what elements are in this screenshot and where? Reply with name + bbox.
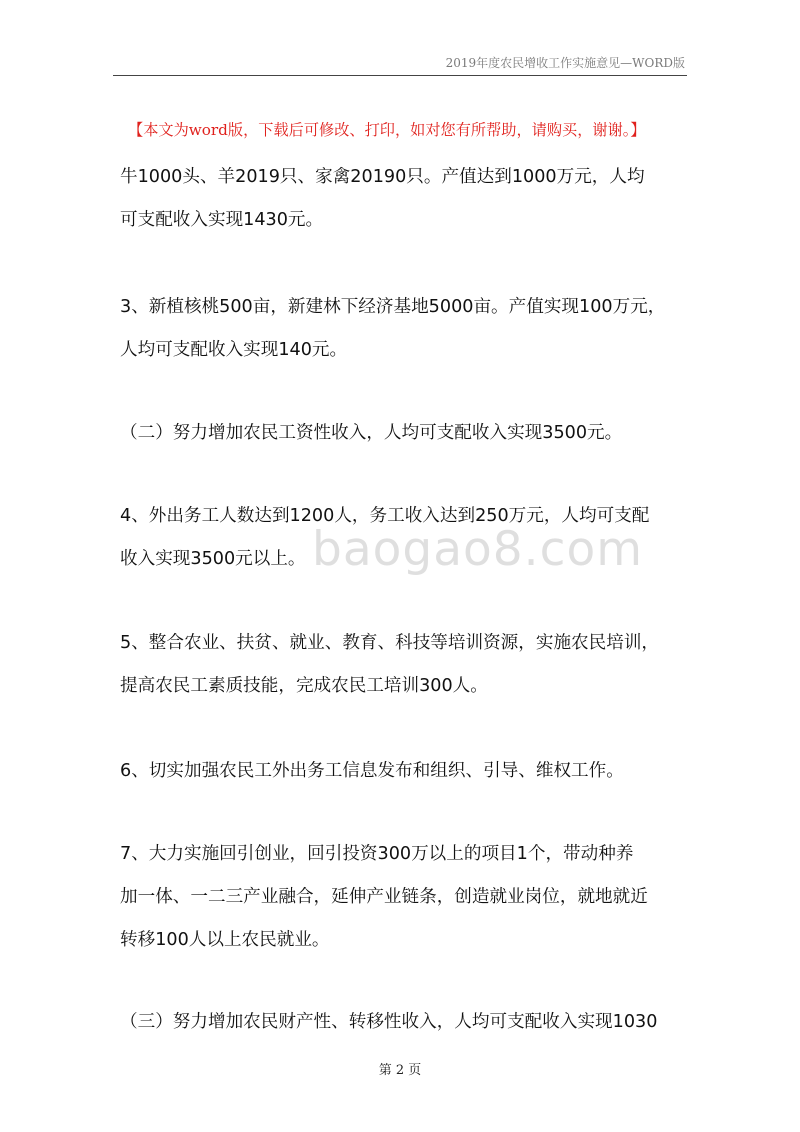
- paragraph-1: [120, 156, 690, 242]
- paragraph-3: [120, 412, 690, 455]
- paragraph-4: [120, 495, 690, 581]
- header-divider: [113, 75, 687, 76]
- paragraph-line: 6、切实加强农民工外出务工信息发布和组织、引导、维权工作。: [120, 761, 624, 781]
- paragraph-line: 提高农民工素质技能，完成农民工培训300人。: [120, 676, 488, 696]
- paragraph-line: 4、外出务工人数达到1200人，务工收入达到250万元，人均可支配: [120, 506, 650, 526]
- paragraph-7: [120, 833, 690, 962]
- paragraph-line: 3、新植核桃500亩，新建林下经济基地5000亩。产值实现100万元，: [120, 297, 666, 317]
- paragraph-line: （三）努力增加农民财产性、转移性收入，人均可支配收入实现1030: [120, 1012, 658, 1032]
- paragraph-6: [120, 750, 690, 793]
- paragraph-line: 7、大力实施回引创业，回引投资300万以上的项目1个，带动种养: [120, 844, 634, 864]
- paragraph-8: [120, 1001, 690, 1044]
- paragraph-line: 人均可支配收入实现140元。: [120, 340, 348, 360]
- paragraph-line: 可支配收入实现1430元。: [120, 210, 324, 230]
- paragraph-line: （二）努力增加农民工资性收入，人均可支配收入实现3500元。: [120, 423, 623, 443]
- paragraph-line: 5、整合农业、扶贫、就业、教育、科技等培训资源，实施农民培训，: [120, 633, 660, 653]
- paragraph-line: 收入实现3500元以上。: [120, 549, 306, 569]
- header-title: 2019年度农民增收工作实施意见—WORD版: [445, 56, 685, 70]
- watermark: baogao8.com: [312, 522, 644, 577]
- paragraph-2: [120, 286, 690, 372]
- paragraph-line: 加一体、一二三产业融合，延伸产业链条，创造就业岗位，就地就近: [120, 887, 648, 907]
- page-number: 第 2 页: [378, 1063, 422, 1078]
- purchase-notice: 【本文为word版，下载后可修改、打印，如对您有所帮助，请购买，谢谢。】: [128, 121, 646, 139]
- paragraph-line: 牛1000头、羊2019只、家禽20190只。产值达到1000万元，人均: [120, 167, 645, 187]
- paragraph-5: [120, 622, 690, 708]
- paragraph-line: 转移100人以上农民就业。: [120, 930, 330, 950]
